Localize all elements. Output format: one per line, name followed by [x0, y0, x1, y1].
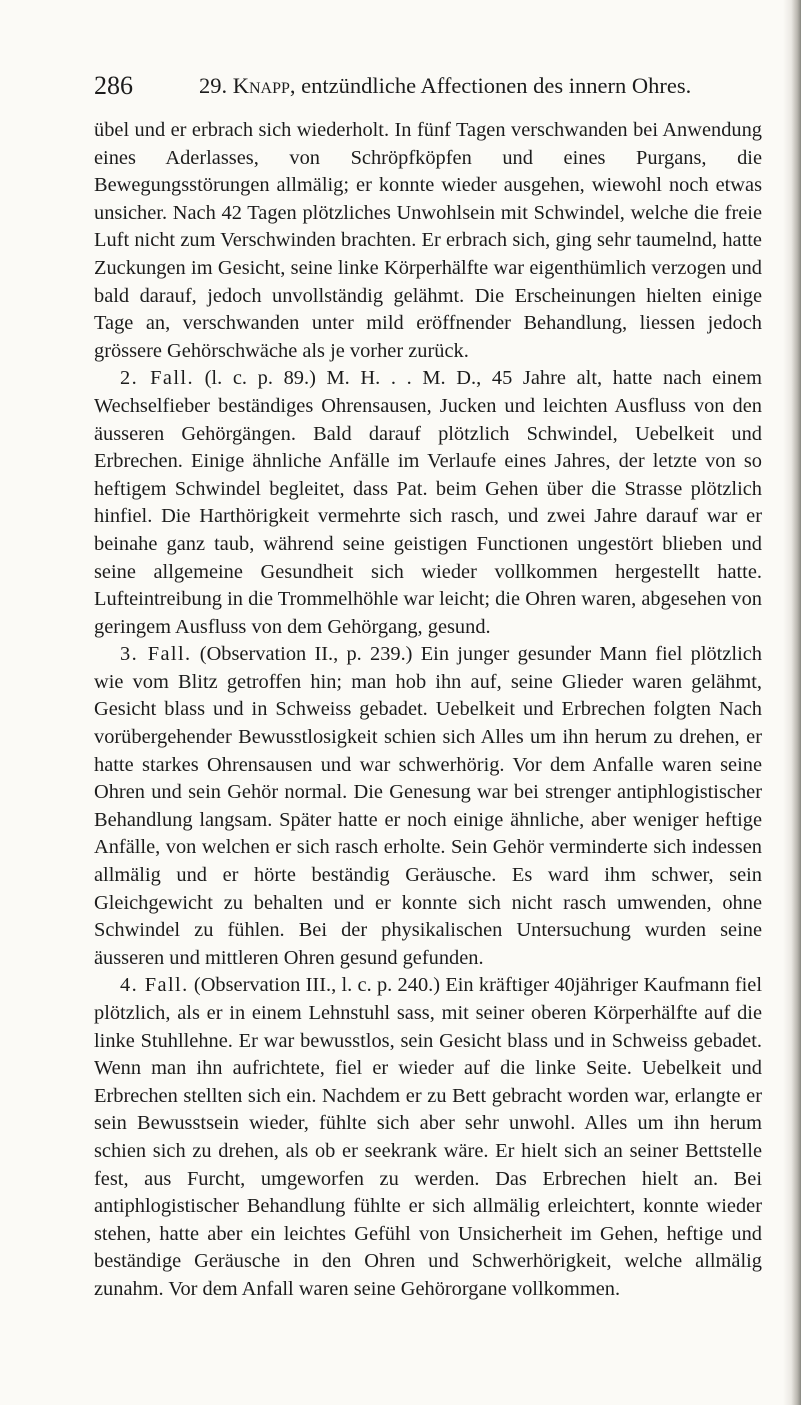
page-number: 286: [94, 71, 133, 100]
case-text: (Observation III., l. c. p. 240.) Ein kräftiger 40jähriger Kaufmann fiel plötzlich, als er in einem Lehnstuhl sass, mit seiner oberen Körperhälfte auf die linke Stuhllehne. Er war bewusstlos, sein Gesicht blass und in Schweiss gebadet. Wenn man ihn aufrichtete, fiel er wieder auf die linke Seite. Uebelkeit und Erbrechen stellten sich ein. Nachdem er zu Bett gebracht worden war, erlangte er sein Bewusstsein wieder, fühlte sich aber sehr unwohl. Alles um ihn herum schien sich zu drehen, als ob er seekrank wäre. Er hielt sich an seiner Bettstelle fest, aus Furcht, umgeworfen zu werden. Das Erbrechen hielt an. Bei antiphlogistischer Behandlung fühlte er sich allmälig erleichtert, konnte wieder stehen, hatte aber ein leichtes Gefühl von Unsicherheit im Gehen, heftige und beständige Geräusche in den Ohren und Schwerhörigkeit, welche allmälig zunahm. Vor dem Anfall waren seine Gehörorgane vollkommen.: [94, 974, 762, 1300]
paragraph-case-4: [94, 972, 762, 1303]
case-text: (l. c. p. 89.) M. H. . . M. D., 45 Jahre alt, hatte nach einem Wechselfieber beständiges Ohrensausen, Jucken und leichten Ausfluss von den äusseren Gehörgängen. Bald darauf plötzlich Schwindel, Uebelkeit und Erbrechen. Einige ähnliche Anfälle im Verlaufe eines Jahres, der letzte von so heftigem Schwindel begleitet, dass Pat. beim Gehen über die Strasse plötzlich hinfiel. Die Harthörigkeit vermehrte sich rasch, und zwei Jahre darauf war er beinahe ganz taub, während seine geistigen Functionen ungestört blieben und seine allgemeine Gesundheit sich wieder vollkommen hergestellt hatte. Lufteintreibung in die Trommelhöhle war leicht; die Ohren waren, abgesehen von geringem Ausfluss von dem Gehörgang, gesund.: [94, 367, 762, 638]
case-label: 3. Fall.: [120, 643, 192, 666]
page-edge-shadow: [783, 0, 801, 1405]
paragraph-case-2: [94, 365, 762, 641]
running-head: [199, 71, 691, 101]
body-text: [94, 117, 762, 1304]
chapter-title: entzündliche Affectionen des innern Ohres.: [301, 73, 692, 98]
case-text: (Observation II., p. 239.) Ein junger gesunder Mann fiel plötzlich wie vom Blitz getroffen hin; man hob ihn auf, seine Glieder waren gelähmt, Gesicht blass und in Schweiss gebadet. Uebelkeit und Erbrechen folgten Nach vorübergehender Bewusstlosigkeit schien sich Alles um ihn herum zu drehen, er hatte starkes Ohrensausen und war schwerhörig. Vor dem Anfalle waren seine Ohren und sein Gehör normal. Die Genesung war bei strenger antiphlogistischer Behandlung langsam. Später hatte er noch einige ähnliche, aber weniger heftige Anfälle, von welchen er sich rasch erholte. Sein Gehör verminderte sich indessen allmälig und er hörte beständig Geräusche. Es ward ihm schwer, sein Gleichgewicht zu behalten und er konnte sich nicht rasch umwenden, ohne Schwindel zu fühlen. Bei der physikalischen Untersuchung wurden seine äusseren und mittleren Ohren gesund gefunden.: [94, 643, 762, 969]
running-header: [94, 71, 694, 101]
chapter-number: 29.: [199, 73, 228, 98]
paragraph-case-3: [94, 641, 762, 972]
author-name: Knapp,: [232, 73, 296, 98]
case-label: 2. Fall.: [120, 367, 194, 390]
paragraph-continuation: übel und er erbrach sich wiederholt. In fünf Tagen verschwanden bei Anwendung eines Aderlasses, von Schröpfköpfen und eines Purgans, die Bewegungsstörungen allmälig; er konnte wieder ausgehen, wiewohl noch etwas unsicher. Nach 42 Tagen plötzliches Unwohlsein mit Schwindel, welche die freie Luft nicht zum Verschwinden brachten. Er erbrach sich, ging sehr taumelnd, hatte Zuckungen im Gesicht, seine linke Körperhälfte war eigenthümlich verzogen und bald darauf, jedoch unvollständig gelähmt. Die Erscheinungen hielten einige Tage an, verschwanden unter mild eröffnender Behandlung, liessen jedoch grössere Gehörschwäche als je vorher zurück.: [94, 119, 762, 362]
case-label: 4. Fall.: [120, 974, 189, 997]
